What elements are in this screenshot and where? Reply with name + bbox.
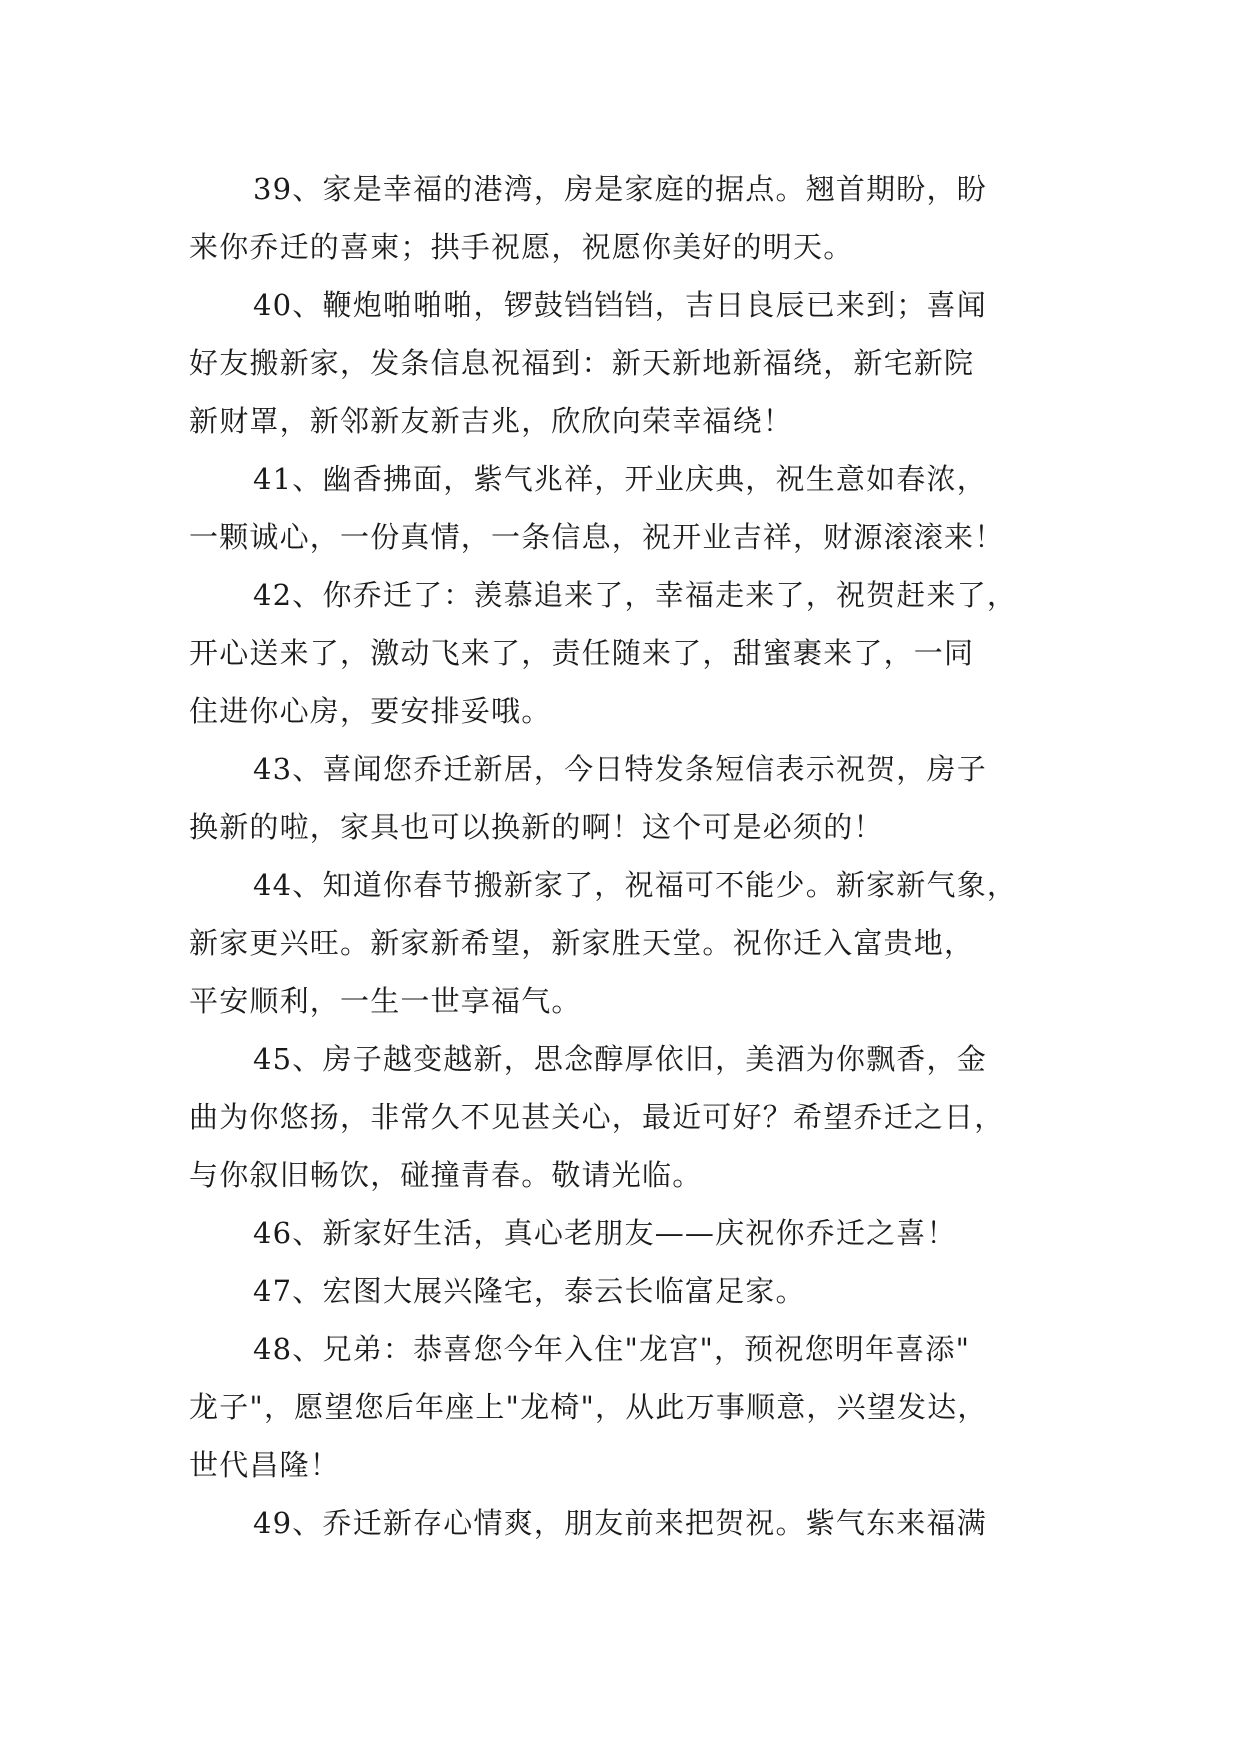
paragraph-line: 好友搬新家，发条信息祝福到：新天新地新福绕，新宅新院 <box>189 346 975 380</box>
paragraph-line: 45、房子越变越新，思念醇厚依旧，美酒为你飘香，金 <box>253 1042 987 1076</box>
paragraph-line: 换新的啦，家具也可以换新的啊！这个可是必须的！ <box>189 810 884 844</box>
paragraph-49 <box>189 1494 1051 1552</box>
paragraph-line: 世代昌隆！ <box>189 1448 341 1482</box>
document-body <box>189 160 1051 1552</box>
paragraph-line: 来你乔迁的喜柬；拱手祝愿，祝愿你美好的明天。 <box>189 230 854 264</box>
paragraph-line: 44、知道你春节搬新家了，祝福可不能少。新家新气象， <box>253 868 1018 902</box>
paragraph-line: 47、宏图大展兴隆宅，泰云长临富足家。 <box>253 1274 806 1308</box>
paragraph-line: 新家更兴旺。新家新希望，新家胜天堂。祝你迁入富贵地， <box>189 926 975 960</box>
paragraph-line: 曲为你悠扬，非常久不见甚关心，最近可好？希望乔迁之日， <box>189 1100 1005 1134</box>
paragraph-39 <box>189 160 1051 276</box>
paragraph-line: 46、新家好生活，真心老朋友——庆祝你乔迁之喜！ <box>253 1216 957 1250</box>
paragraph-line: 与你叙旧畅饮，碰撞青春。敬请光临。 <box>189 1158 703 1192</box>
paragraph-40 <box>189 276 1051 450</box>
paragraph-48 <box>189 1320 1051 1494</box>
paragraph-line: 新财罩，新邻新友新吉兆，欣欣向荣幸福绕！ <box>189 404 794 438</box>
paragraph-44 <box>189 856 1051 1030</box>
paragraph-41 <box>189 450 1051 566</box>
paragraph-line: 48、兄弟：恭喜您今年入住"龙宫"，预祝您明年喜添" <box>253 1332 971 1366</box>
paragraph-47 <box>189 1262 1051 1320</box>
paragraph-line: 49、乔迁新存心情爽，朋友前来把贺祝。紫气东来福满 <box>253 1506 987 1540</box>
paragraph-line: 40、鞭炮啪啪啪，锣鼓铛铛铛，吉日良辰已来到；喜闻 <box>253 288 987 322</box>
paragraph-line: 43、喜闻您乔迁新居，今日特发条短信表示祝贺，房子 <box>253 752 987 786</box>
paragraph-line: 平安顺利，一生一世享福气。 <box>189 984 582 1018</box>
paragraph-line: 42、你乔迁了：羡慕追来了，幸福走来了，祝贺赶来了， <box>253 578 1018 612</box>
paragraph-line: 龙子"，愿望您后年座上"龙椅"，从此万事顺意，兴望发达， <box>189 1390 988 1424</box>
paragraph-line: 41、幽香拂面，紫气兆祥，开业庆典，祝生意如春浓， <box>253 462 987 496</box>
paragraph-43 <box>189 740 1051 856</box>
paragraph-46 <box>189 1204 1051 1262</box>
paragraph-45 <box>189 1030 1051 1204</box>
paragraph-line: 住进你心房，要安排妥哦。 <box>189 694 552 728</box>
paragraph-42 <box>189 566 1051 740</box>
paragraph-line: 39、家是幸福的港湾，房是家庭的据点。翘首期盼，盼 <box>253 172 987 206</box>
paragraph-line: 一颗诚心，一份真情，一条信息，祝开业吉祥，财源滚滚来！ <box>189 520 1005 554</box>
paragraph-line: 开心送来了，激动飞来了，责任随来了，甜蜜裹来了，一同 <box>189 636 975 670</box>
